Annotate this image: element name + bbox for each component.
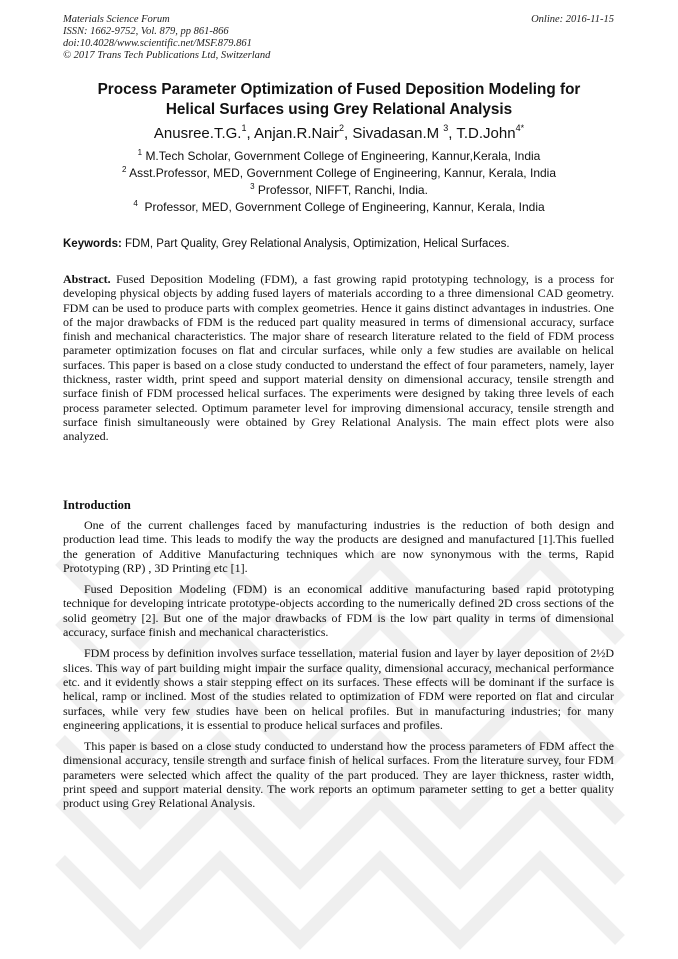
affiliation-text: M.Tech Scholar, Government College of Engineering, Kannur,Kerala, India: [145, 149, 541, 163]
affiliation-item: [40, 165, 638, 182]
journal-header: [63, 14, 270, 62]
keywords-section: [63, 237, 623, 252]
affiliation-text: Professor, MED, Government College of Engineering, Kannur, Kerala, India: [144, 200, 545, 214]
abstract-label: Abstract.: [63, 272, 111, 286]
author-separator: ,: [344, 125, 353, 142]
journal-name: Materials Science Forum: [63, 14, 170, 25]
affiliation-item: [40, 148, 638, 165]
affiliation-number: 4: [133, 199, 138, 208]
online-date: Online: 2016-11-15: [531, 14, 614, 25]
affiliation-item: [40, 199, 638, 216]
introduction-heading: Introduction: [63, 498, 131, 512]
affiliation-list: [40, 148, 638, 216]
body-paragraph: FDM process by definition involves surface tessellation, material fusion and layer by layer deposition of 2½D slices. This way of part building might impair the surface quality, dimensional accuracy, mechanical performance etc. and it evidently shows a stair stepping effect on its surfaces. These effects will be dominant if the surface is helical, ramp or inclined. Most of the studies related to optimization of FDM were reported on flat and circular surfaces, while very few studies have been on helical profiles. But in manufacturing industries; for many engineering applications, it is essential to produce helical surfaces and profiles.: [63, 646, 614, 732]
paper-title: [40, 80, 638, 120]
author-separator: ,: [246, 125, 254, 142]
author-list: [40, 124, 638, 144]
affiliation-number: 2: [121, 165, 127, 174]
abstract-text: Fused Deposition Modeling (FDM), a fast growing rapid prototyping technology, is a process for developing physical objects by adding fused layers of materials according to a three dimensional CAD geometry. FDM can be used to produce parts with complex geometries. Hence it gains distinct advantages in industries. One of the major drawbacks of FDM is the reduced part quality measured in terms of dimensional accuracy, surface finish and mechanical characteristics. The major share of research literature related to the field of FDM process parameter optimization focuses on flat and circular surfaces, while only a few studies are available on helical surfaces. This paper is based on a close study conducted to understand the effect of four parameters, namely, layer thickness, raster width, print speed and support material density on dimensional accuracy, tensile strength and surface finish of FDM processed helical surfaces. The experiments were designed by taking three levels of each process parameter selected. Optimum parameter level for improving dimensional accuracy, tensile strength and surface finish simultaneously were obtained by Grey Relational Analysis. The main effect plots were also analyzed.: [63, 272, 615, 444]
author-name: T.D.John: [456, 125, 516, 142]
body-paragraph: One of the current challenges faced by manufacturing industries is the reduction of both design and production lead time. This leads to modify the way the products are designed and manufactured [1].This fuelled the generation of Additive Manufacturing techniques which are now synonymous with the terms, Rapid Prototyping (RP) , 3D Printing etc [1].: [63, 518, 614, 575]
body-paragraph: This paper is based on a close study conducted to understand how the process parameters of FDM affect the dimensional accuracy, tensile strength and surface finish of helical surfaces. From the literature survey, four FDM parameters were selected which affect the quality of the part produced. They are layer thickness, raster width, print speed and support material density. The work reports an optimum parameter setting to get a better quality product using Grey Relational Analysis.: [63, 739, 614, 811]
affiliation-number: 3: [250, 182, 255, 191]
affiliation-text: Asst.Professor, MED, Government College of Engineering, Kannur, Kerala, India: [129, 166, 556, 180]
author-affiliation-mark: 3: [443, 123, 449, 133]
keywords-text: FDM, Part Quality, Grey Relational Analysis, Optimization, Helical Surfaces.: [125, 238, 510, 250]
abstract-section: [63, 272, 614, 444]
affiliation-text: Professor, NIFFT, Ranchi, India.: [257, 183, 428, 197]
author-name: Anjan.R.Nair: [253, 125, 340, 142]
author-name: Anusree.T.G.: [153, 125, 242, 142]
paper-title-line-1: Process Parameter Optimization of Fused Deposition Modeling for: [97, 81, 581, 98]
author-name: Sivadasan.M: [352, 125, 440, 142]
author-affiliation-mark: 2: [339, 123, 345, 133]
journal-issn: ISSN: 1662-9752, Vol. 879, pp 861-866: [63, 26, 229, 37]
affiliation-number: 1: [137, 148, 143, 157]
journal-copyright: © 2017 Trans Tech Publications Ltd, Switzerland: [63, 50, 271, 61]
keywords-label: Keywords:: [63, 238, 122, 250]
journal-doi[interactable]: doi:10.4028/www.scientific.net/MSF.879.861: [63, 38, 252, 49]
paper-title-line-2: Helical Surfaces using Grey Relational Analysis: [165, 101, 513, 118]
author-affiliation-mark: 4*: [515, 123, 525, 133]
author-affiliation-mark: 1: [241, 123, 247, 133]
author-separator: ,: [448, 125, 457, 142]
body-paragraph: Fused Deposition Modeling (FDM) is an economical additive manufacturing based rapid prototyping technique for developing intricate prototype-objects according to the numerically defined 2D cross sections of the solid geometry [2]. But one of the major drawbacks of FDM is the low part quality in terms of dimensional accuracy, surface finish and mechanical characteristics.: [63, 582, 614, 640]
introduction-body: [63, 518, 614, 818]
affiliation-item: [40, 182, 638, 199]
